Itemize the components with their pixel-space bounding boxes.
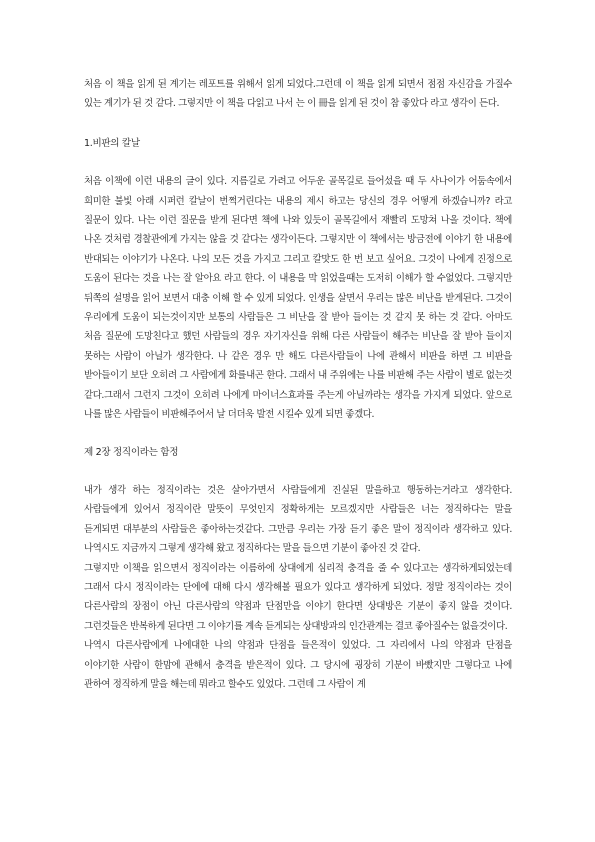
spacer [84, 425, 512, 443]
intro-paragraph: 처음 이 책을 읽게 된 계기는 레포트를 위해서 읽게 되었다.그런데 이 책을 읽게 되면서 점점 자신감을 가질수 있는 계기가 된 것 같다. 그렇지만 이 책을 다읽고 나서 는 이 冊을 읽게 된 것이 참 좋았다 라고 생각이 든다. [84, 79, 512, 110]
section-2-paragraph-1: 내가 생각 하는 정직이라는 것은 살아가면서 사람들에게 진실된 말을하고 행동하는거라고 생각한다. 사람들에게 있어서 정직이란 말뜻이 무엇인지 정확하게는 모르겠지만 사람들은 너는 정직하다는 말을 듣게되면 대부분의 사람들은 좋아하는것같다. 그만큼 우리는 가장 듣기 좋은 말이 정직이라 생각하고 있다. 나역시도 지금까지 그렇게 생각해 왔고 정직하다는 말을 들으면 기분이 좋아진 것 같다. [84, 484, 512, 555]
section-2-heading: 제 2장 정직이라는 함정 [84, 446, 179, 458]
spacer [84, 153, 512, 172]
section-1-paragraph: 처음 이책에 이런 내용의 글이 있다. 지름길로 가려고 어두운 골목길로 들어섰을 때 두 사나이가 어둠속에서 희미한 불빛 아래 시퍼런 칼날이 번쩍거린다는 내용의 제시 하고는 당신의 경우 어떻게 하겠습니까? 라고 질문이 있다. 나는 이런 질문을 받게 된다면 책에 나와 있듯이 골목길에서 재빨리 도망쳐 나올 것이다. 책에 나온 것처럼 경찰관에게 가지는 않을 것 같다는 생각이든다. 그렇지만 이 책에서는 방금전에 이야기 한 내용에 반대되는 이야기가 나온다. 나의 모든 것을 가지고 그리고 칼맛도 한 번 보고 싶어요. 그것이 나에게 진정으로 도움이 된다는 것을 나는 잘 알아요 라고 한다. 이 내용을 막 읽었을때는 도저히 이해가 할 수없었다. 그렇지만 뒤쪽의 설명을 읽어 보면서 대충 이해 할 수 있게 되었다. 인생을 살면서 우리는 많은 비난을 받게된다. 그것이 우리에게 도움이 되는것이지만 보통의 사람들은 그 비난을 잘 받아 들이는 것 같지 못 하는 것 같다. 아마도 처음 질문에 도망친다고 했던 사람들의 경우 자기자신을 위해 다른 사람들이 해주는 비난을 잘 받아 들이지 못하는 사람이 아닐가 생각한다. 나 같은 경우 만 해도 다른사람들이 나에 관해서 비판을 하면 그 비판을 받아들이기 보단 오히려 그 사람에게 화를내곤 한다. 그래서 내 주위에는 나를 비판해 주는 사람이 별로 없는것 같다.그래서 그런지 그것이 오히려 나에게 마이너스효과를 주는게 아닐까라는 생각을 가지게 되었다. 앞으로 나를 많은 사람들이 비판해주어서 날 더더욱 발전 시킬수 있게 되면 좋겠다. [84, 176, 512, 421]
section-2-paragraph-2: 그렇지만 이책을 읽으면서 정직이라는 이름하에 상대에게 심리적 충격을 줄 수 있다고는 생각하게되었는데 그래서 다시 정직이라는 단에에 대해 다시 생각해볼 필요가 있다고 생각하게 되었다. 정말 정직이라는 것이 다른사람의 장점이 아닌 다른사람의 약점과 단점만을 이야기 한다면 상대방은 기분이 좋지 않을 것이다. 그런것들은 반복하게 된다면 그 이야기를 계속 듣게되는 상대방과의 인간관계는 결코 좋아질수는 없을것이다. [84, 562, 512, 632]
spacer [84, 114, 512, 134]
section-2-paragraph-3: 나역시 다른사람에게 나에대한 나의 약점과 단점을 들은적이 있었다. 그 자리에서 나의 약점과 단점을 이야기한 사람이 한맘에 관해서 충격을 받은적이 있다. 그 당시에 굉장히 기분이 바빴지만 그렇다고 나에 관하여 정직하게 말을 해는데 뭐라고 할수도 있었다. 그런데 그 사람이 계 [84, 640, 512, 690]
spacer [84, 462, 512, 481]
document-body [84, 75, 512, 694]
section-1-heading: 1.비판의 칼날 [84, 137, 140, 149]
